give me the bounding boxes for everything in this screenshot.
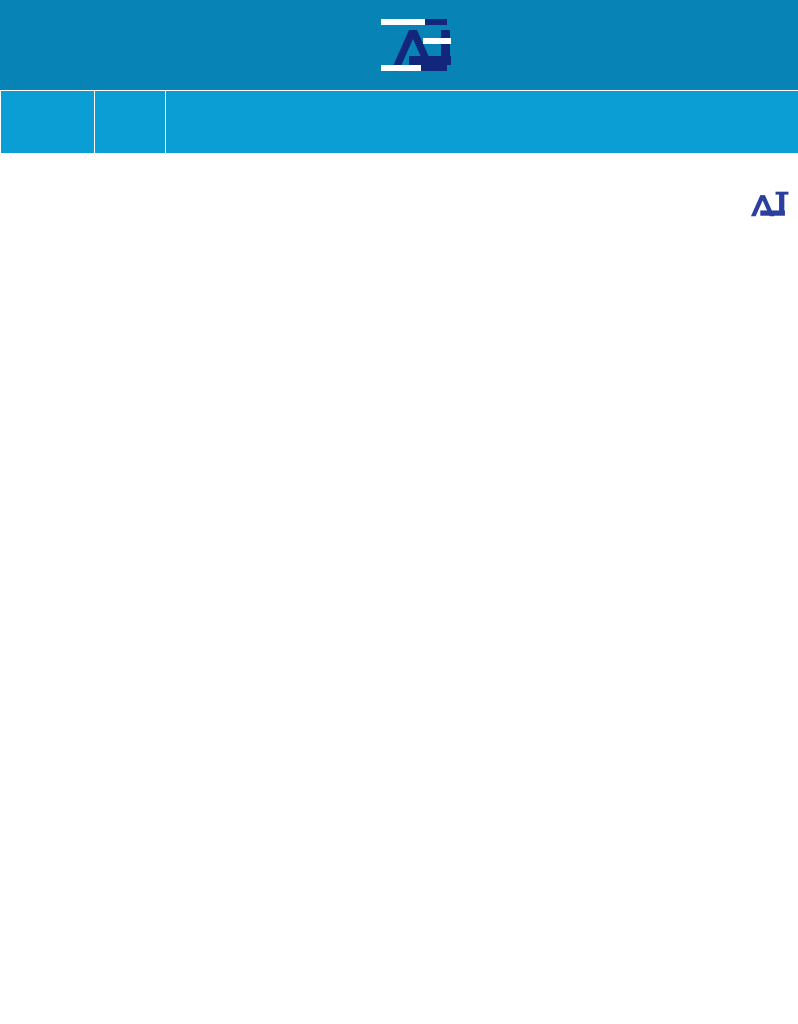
table-head [1, 91, 798, 154]
pipe-schedule-table [0, 90, 798, 155]
alvar-logo-footer-icon [732, 187, 798, 221]
company-logo [363, 16, 471, 75]
group-header-nps [1, 91, 94, 153]
footer-logo [732, 187, 798, 222]
group-header-row [1, 91, 798, 153]
alvar-logo-icon [363, 16, 471, 74]
contact-footer [732, 155, 798, 222]
group-header-wall-thickness [166, 91, 798, 153]
header-banner [0, 0, 798, 90]
group-header-od [95, 91, 165, 153]
